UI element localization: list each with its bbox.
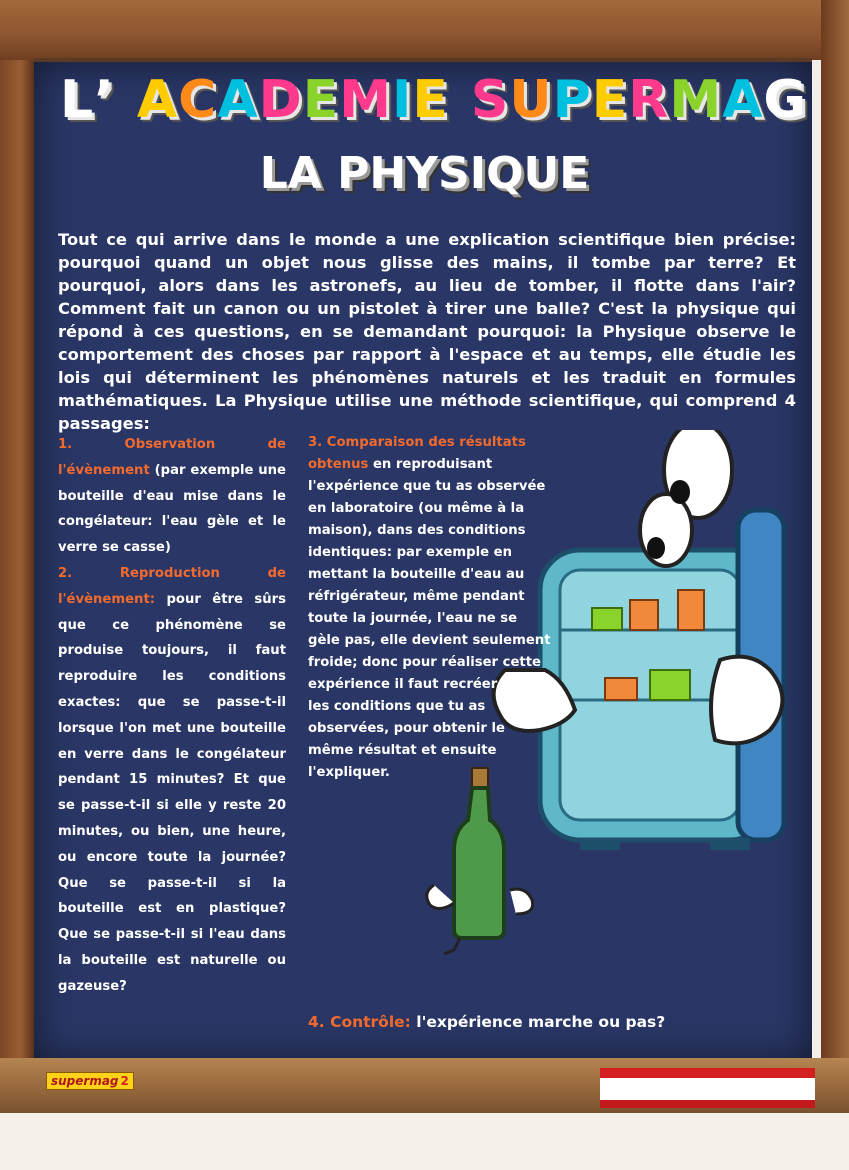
title-letter: R (628, 70, 670, 130)
step4 (308, 1013, 665, 1031)
column-right (308, 432, 552, 784)
title-letter: A (722, 70, 764, 130)
title-letter (115, 70, 137, 130)
title-letter: L (60, 70, 95, 130)
title-letter: A (217, 70, 259, 130)
title-letter: D (258, 70, 303, 130)
title-letter: E (302, 70, 340, 130)
title-letter (449, 70, 471, 130)
title-letter: U (509, 70, 553, 130)
fridge-eyes (640, 430, 732, 566)
decorative-stripes (600, 1068, 815, 1108)
step4-text: l'expérience marche ou pas? (410, 1013, 666, 1031)
step1-text: (par exemple une bouteille d'eau mise dans le congélateur: l'eau gèle et le verre se casse) (58, 462, 286, 556)
title-letter: C (178, 70, 218, 130)
title-letter: P (552, 70, 592, 130)
intro-paragraph: Tout ce qui arrive dans le monde a une explication scientifique bien précise: pourquoi quand un objet nous glisse des mains, il tombe par terre? Et pourquoi, alors dans les astronefs, au lieu de tomber, il flotte dans l'air? Comment fait un canon ou un pistolet à tirer une balle? C'est la physique qui répond à ces questions, en se demandant pourquoi: la Physique observe le comportement des choses par rapport à l'espace et au temps, elle étudie les lois qui déterminent les phénomènes naturels et les traduit en formules mathématiques. La Physique utilise une méthode scientifique, qui comprend 4 passages: (58, 230, 796, 433)
title-letter: M (339, 70, 393, 130)
column-left (58, 432, 286, 1000)
page-number: 2 (120, 1074, 129, 1088)
page-margin (0, 1113, 849, 1170)
supermag-logo (46, 1072, 134, 1090)
step2-title: 2. Reproduction de l'évènement: (58, 565, 286, 607)
page-subtitle: LA PHYSIQUE (259, 148, 590, 199)
title-letter: E (591, 70, 629, 130)
wood-frame-top (0, 0, 849, 60)
title-letter: E (412, 70, 449, 130)
title-letter: A (136, 70, 179, 130)
wood-frame-left (0, 60, 34, 1070)
title-letter: I (392, 70, 413, 130)
title-letter: M (669, 70, 723, 130)
title-letter: S (470, 70, 510, 130)
title-letter: ’ (94, 70, 115, 130)
page-title (60, 70, 807, 130)
title-letter: G (763, 70, 807, 130)
step3-title: 3. Comparaison des résultats obtenus (308, 435, 526, 472)
logo-text: supermag (51, 1074, 119, 1088)
step4-title: 4. Contrôle: (308, 1013, 411, 1031)
step3-text: en reproduisant l'expérience que tu as observée en laboratoire (ou même à la maison), dans des conditions identiques: par exemple en mettant la bouteille d'eau au réfrigérateur, même pendant toute la journée, l'eau ne se gèle pas, elle devient seulement froide; donc pour réaliser cette expérience il faut recréer toutes les conditions que tu as observées, pour obtenir le même résultat et ensuite l'expliquer. (308, 457, 551, 780)
step2-text: pour être sûrs que ce phénomène se produise toujours, il faut reproduire les conditions exactes: que se passe-t-il lorsque l'on met une bouteille en verre dans le congélateur pendant 15 minutes? Et que se passe-t-il si elle y reste 20 minutes, ou bien, une heure, ou encore toute la journée? Que se passe-t-il si la bouteille est en plastique? Que se passe-t-il si l'eau dans la bouteille est naturelle ou gazeuse? (58, 591, 286, 994)
bottle-character-icon (427, 768, 533, 954)
step1-title: 1. Observation de l'évènement (58, 437, 286, 478)
